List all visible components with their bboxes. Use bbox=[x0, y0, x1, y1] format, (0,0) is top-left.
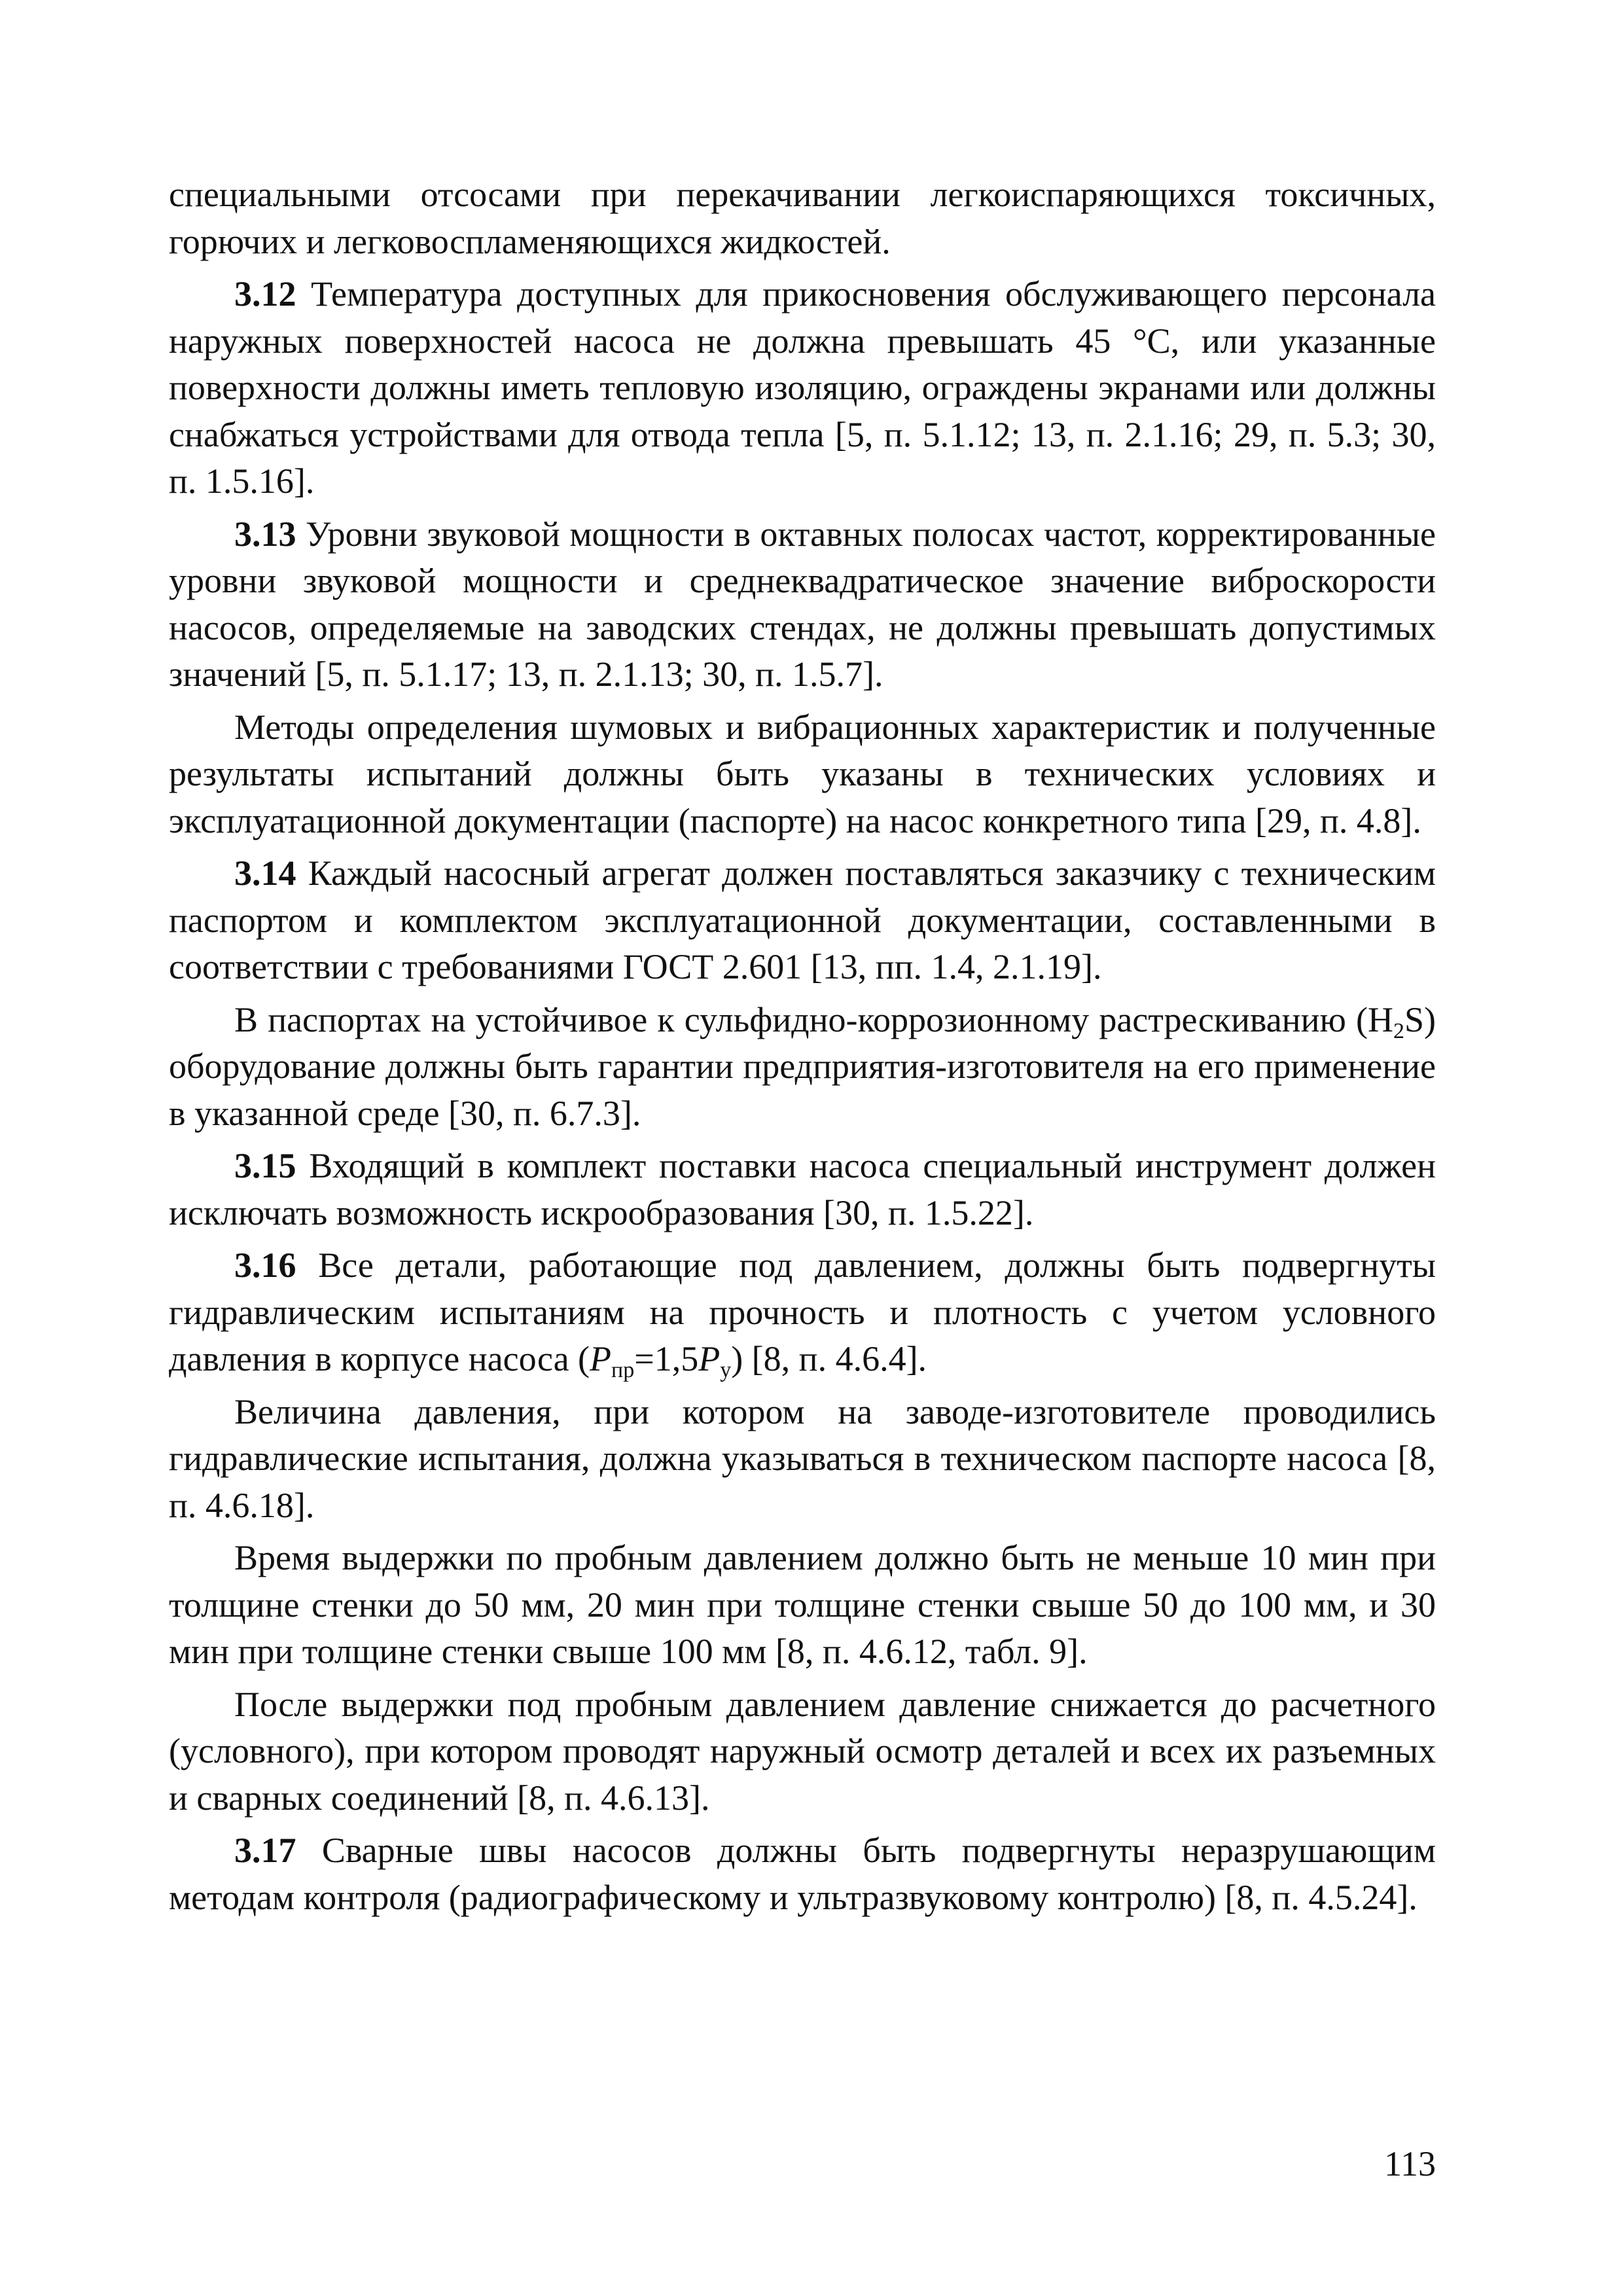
section-number: 3.13 bbox=[234, 514, 296, 554]
paragraph-3-17 bbox=[169, 1827, 1436, 1921]
section-number: 3.16 bbox=[234, 1246, 296, 1285]
paragraph-text: Каждый насосный агрегат должен поставляться заказчику с техническим паспортом и комплектом эксплуатационной документации, составленными в соответствии с требованиями ГОСТ 2.601 [13, пп. 1.4, 2.1.19]. bbox=[169, 853, 1436, 986]
paragraph-text: Все детали, работающие под давлением, должны быть подвергнуты гидравлическим испытаниям на прочность и плотность с учетом условного давления в корпусе насоса ( bbox=[169, 1246, 1436, 1378]
paragraph-3-13 bbox=[169, 511, 1436, 698]
paragraph-methods bbox=[169, 704, 1436, 845]
paragraph-time bbox=[169, 1535, 1436, 1676]
paragraph-text: В паспортах на устойчивое к сульфидно-коррозионному растрескиванию (H bbox=[234, 999, 1393, 1039]
paragraph-text: После выдержки под пробным давлением давление снижается до расчетного (условного), при котором проводят наружный осмотр деталей и всех их разъемных и сварных соединений [8, п. 4.6.13]. bbox=[169, 1684, 1436, 1818]
paragraph-h2s bbox=[169, 997, 1436, 1138]
paragraph-3-15 bbox=[169, 1143, 1436, 1236]
body-text bbox=[169, 171, 1436, 1927]
paragraph-text: Время выдержки по пробным давлением должно быть не меньше 10 мин при толщине стенки до 50 мм, 20 мин при толщине стенки свыше 50 до 100 мм, и 30 мин при толщине стенки свыше 100 мм [8, п. 4.6.12, табл. 9]. bbox=[169, 1538, 1436, 1671]
paragraph-text: Методы определения шумовых и вибрационных характеристик и полученные результаты испытаний должны быть указаны в технических условиях и эксплуатационной документации (паспорте) на насос конкретного типа [29, п. 4.8]. bbox=[169, 707, 1436, 840]
paragraph-text: Сварные швы насосов должны быть подвергнуты неразрушающим методам контроля (радиографическому и ультразвуковому контролю) [8, п. 4.5.24]. bbox=[169, 1831, 1436, 1917]
paragraph-text: Температура доступных для прикосновения обслуживающего персонала наружных поверхностей насоса не должна превышать 45 °С, или указанные поверхности должны иметь тепловую изоляцию, ограждены экранами или должны снабжаться устройствами для отвода тепла [5, п. 5.1.12; 13, п. 2.1.16; 29, п. 5.3; 30, п. 1.5.16]. bbox=[169, 274, 1436, 501]
variable-p: P bbox=[698, 1339, 721, 1378]
subscript: у bbox=[720, 1358, 732, 1382]
paragraph-3-12 bbox=[169, 271, 1436, 505]
paragraph-text: S) оборудование должны быть гарантии предприятия-изготовителя на его применение в указанной среде [30, п. 6.7.3]. bbox=[169, 999, 1436, 1133]
paragraph-text: специальными отсосами при перекачивании легкоиспаряющихся токсичных, горючих и легковоспламеняющихся жидкостей. bbox=[169, 175, 1436, 261]
paragraph-text: ) [8, п. 4.6.4]. bbox=[731, 1339, 927, 1378]
paragraph-after bbox=[169, 1681, 1436, 1822]
paragraph-pressure bbox=[169, 1389, 1436, 1530]
paragraph-continuation bbox=[169, 171, 1436, 265]
subscript: 2 bbox=[1393, 1018, 1404, 1043]
paragraph-3-14 bbox=[169, 850, 1436, 991]
section-number: 3.12 bbox=[234, 274, 296, 314]
section-number: 3.17 bbox=[234, 1831, 296, 1870]
paragraph-text: Уровни звуковой мощности в октавных полосах частот, корректированные уровни звуковой мощности и среднеквадратическое значение виброскорости насосов, определяемые на заводских стендах, не должны превышать допустимых значений [5, п. 5.1.17; 13, п. 2.1.13; 30, п. 1.5.7]. bbox=[169, 514, 1436, 694]
page-number: 113 bbox=[1384, 2144, 1436, 2183]
section-number: 3.15 bbox=[234, 1146, 296, 1185]
paragraph-text: Величина давления, при котором на заводе-изготовителе проводились гидравлические испытания, должна указываться в техническом паспорте насоса [8, п. 4.6.18]. bbox=[169, 1391, 1436, 1525]
subscript: пр bbox=[611, 1358, 635, 1382]
paragraph-text: Входящий в комплект поставки насоса специальный инструмент должен исключать возможность искрообразования [30, п. 1.5.22]. bbox=[169, 1146, 1436, 1232]
variable-p: P bbox=[590, 1339, 612, 1378]
section-number: 3.14 bbox=[234, 853, 296, 893]
formula-text: =1,5 bbox=[634, 1339, 699, 1378]
paragraph-3-16 bbox=[169, 1242, 1436, 1383]
